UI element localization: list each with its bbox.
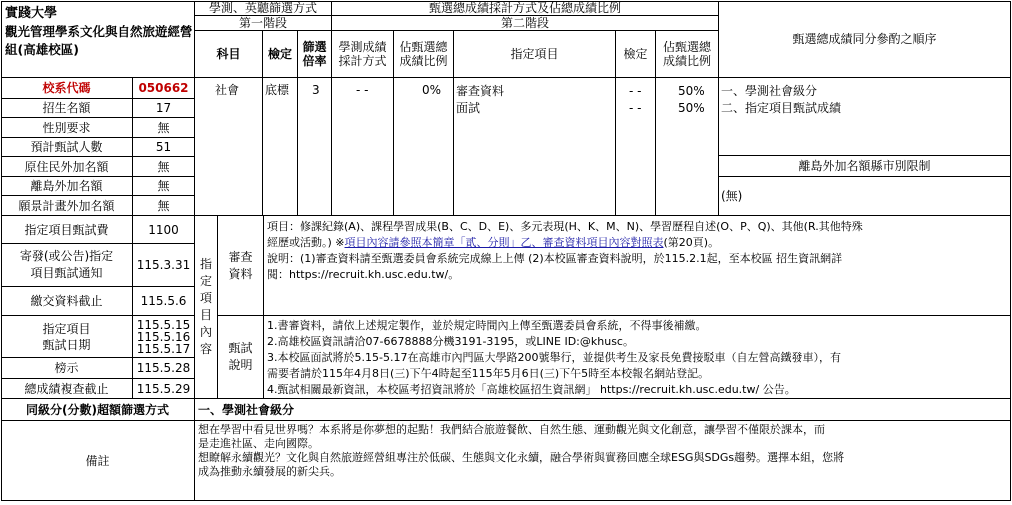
label-fee: 指定項目甄試費 [1, 216, 133, 244]
stage2-gsat-pct: 0% [394, 78, 454, 216]
stage1-header: 第一階段 [195, 16, 332, 31]
tiebreak-header: 甄選總成績同分參酌之順序 [719, 1, 1011, 78]
item-review: 審查資料 [456, 84, 505, 98]
interview-line-2: 2.高雄校區資訊請洽07-6678888分機3191-3195，或LINE ID:@khusc。 [267, 335, 634, 348]
interview-content [264, 316, 1011, 399]
remarks-line-4: 成為推動永續發展的新尖兵。 [198, 465, 341, 478]
stage1-ratio: 3 [298, 78, 332, 216]
remarks-label: 備註 [1, 421, 195, 501]
value-fee: 1100 [133, 216, 195, 244]
check-header: 檢定 [263, 31, 298, 78]
gsat-score-header: 學測成績 採計方式 [332, 31, 394, 78]
island-limit-value: (無) [719, 177, 1011, 216]
value-deadline: 115.5.6 [133, 287, 195, 316]
designated-item-header: 指定項目 [454, 31, 616, 78]
interview-line-5: 4.甄試相關最新資訊，本校區考招資訊將於「高雄校區招生資訊網」 https://recruit.kh.usc.edu.tw/ 公告。 [267, 383, 796, 396]
designated-content-label: 指定項目內容 [195, 216, 218, 399]
label-notify: 寄發(或公告)指定 項目甄試通知 [1, 244, 133, 287]
value-school-code: 050662 [133, 78, 195, 99]
label-expected-count: 預計甄試人數 [1, 138, 133, 157]
label-deadline: 繳交資料截止 [1, 287, 133, 316]
label-gender: 性別要求 [1, 118, 133, 138]
item-review-check: - - [629, 84, 642, 98]
review-items-line1: 項目：修課紀錄(A)、課程學習成果(B、C、D、E)、多元表現(H、K、M、N)、學習歷程自述(O、P、Q)、其他(R.其他特殊 [267, 220, 863, 233]
interview-line-1: 1.書審資料，請依上述規定製作，並於規定時間內上傳至甄選委員會系統，不得事後補繳。 [267, 319, 707, 332]
stage2-checks [616, 78, 656, 216]
label-quota: 招生名額 [1, 99, 133, 118]
label-recheck: 總成績複查截止 [1, 379, 133, 399]
department-name: 觀光管理學系文化與自然旅遊經營組(高雄校區) [5, 24, 193, 57]
value-announce: 115.5.28 [133, 358, 195, 379]
tiebreak-item-2: 二、指定項目甄試成績 [721, 101, 842, 115]
review-desc-line2: 閱：https://recruit.kh.usc.edu.tw/。 [267, 268, 460, 281]
interview-line-4: 需要者請於115年4月8日(三)下午4時起至115年5月6日(三)下午5時至本校報名網站登記。 [267, 367, 710, 380]
value-exam-dates: 115.5.15 115.5.16 115.5.17 [133, 316, 195, 358]
stage1-subject: 社會 [195, 78, 263, 216]
stage2-pcts [656, 78, 719, 216]
label-indigenous-quota: 原住民外加名額 [1, 157, 133, 177]
item-interview-check: - - [629, 101, 642, 115]
value-quota: 17 [133, 99, 195, 118]
remarks-line-2: 是走進社區、走向國際。 [198, 437, 319, 450]
screen-ratio-header: 篩選 倍率 [298, 31, 332, 78]
review-label: 審查 資料 [218, 216, 264, 316]
item-interview-pct: 50% [678, 101, 705, 115]
tiebreak-item-1: 一、學測社會級分 [721, 84, 818, 98]
same-level-label: 同級分(分數)超額篩選方式 [1, 399, 195, 421]
value-vision-quota: 無 [133, 196, 195, 216]
review-desc-line1: 說明：(1)審查資料請至甄選委員會系統完成線上上傳 (2)本校區審查資料說明，於115.2.1起，至本校區 招生資訊網詳 [267, 252, 843, 265]
island-limit-header: 離島外加名額縣市別限制 [719, 156, 1011, 177]
value-island-quota: 無 [133, 177, 195, 196]
label-announce: 榜示 [1, 358, 133, 379]
interview-label: 甄試 說明 [218, 316, 264, 399]
interview-line-3: 3.本校區面試將於5.15-5.17在高雄市內門區大學路200號舉行，並提供考生及家長免費接駁車（自左營高鐵發車），有 [267, 351, 841, 364]
school-header [1, 1, 195, 78]
stage2-items [454, 78, 616, 216]
review-content [264, 216, 1011, 316]
university-name: 實踐大學 [5, 6, 58, 21]
review-items-link[interactable]: 項目內容請參照本簡章「貳、分則」乙、審查資料項目內容對照表 [344, 236, 664, 249]
selection-method-header: 甄選總成績採計方式及佔總成績比例 [332, 1, 719, 16]
label-exam-dates: 指定項目 甄試日期 [1, 316, 133, 358]
same-level-value: 一、學測社會級分 [195, 399, 1011, 421]
admission-table [1, 1, 1011, 501]
item-interview: 面試 [456, 101, 481, 115]
value-gender: 無 [133, 118, 195, 138]
subject-header: 科目 [195, 31, 263, 78]
remarks-line-1: 想在學習中看見世界嗎？本系將是你夢想的起點！我們結合旅遊餐飲、自然生態、運動觀光與文化創意，讓學習不僅限於課本，而 [198, 423, 825, 436]
label-school-code: 校系代碼 [1, 78, 133, 99]
stage2-gsat-method: - - [332, 78, 394, 216]
stage-methods-header: 學測、英聽篩選方式 [195, 1, 332, 16]
stage2-header: 第二階段 [332, 16, 719, 31]
value-expected-count: 51 [133, 138, 195, 157]
tiebreak-order [719, 78, 1011, 156]
value-notify: 115.3.31 [133, 244, 195, 287]
item-pct-header: 佔甄選總 成績比例 [656, 31, 719, 78]
value-indigenous-quota: 無 [133, 157, 195, 177]
stage1-check: 底標 [263, 78, 298, 216]
gsat-pct-header: 佔甄選總 成績比例 [394, 31, 454, 78]
remarks-content [195, 421, 1011, 501]
label-vision-quota: 願景計畫外加名額 [1, 196, 133, 216]
remarks-line-3: 想瞭解永續觀光？文化與自然旅遊經營組專注於低碳、生態與文化永續，融合學術與實務回應全球ESG與SDGs趨勢。選擇本組，您將 [198, 451, 845, 464]
item-review-pct: 50% [678, 84, 705, 98]
label-island-quota: 離島外加名額 [1, 177, 133, 196]
value-recheck: 115.5.29 [133, 379, 195, 399]
review-items-line2: 經歷或活動。) ※項目內容請參照本簡章「貳、分則」乙、審查資料項目內容對照表(第20頁)。 [267, 236, 720, 249]
check2-header: 檢定 [616, 31, 656, 78]
